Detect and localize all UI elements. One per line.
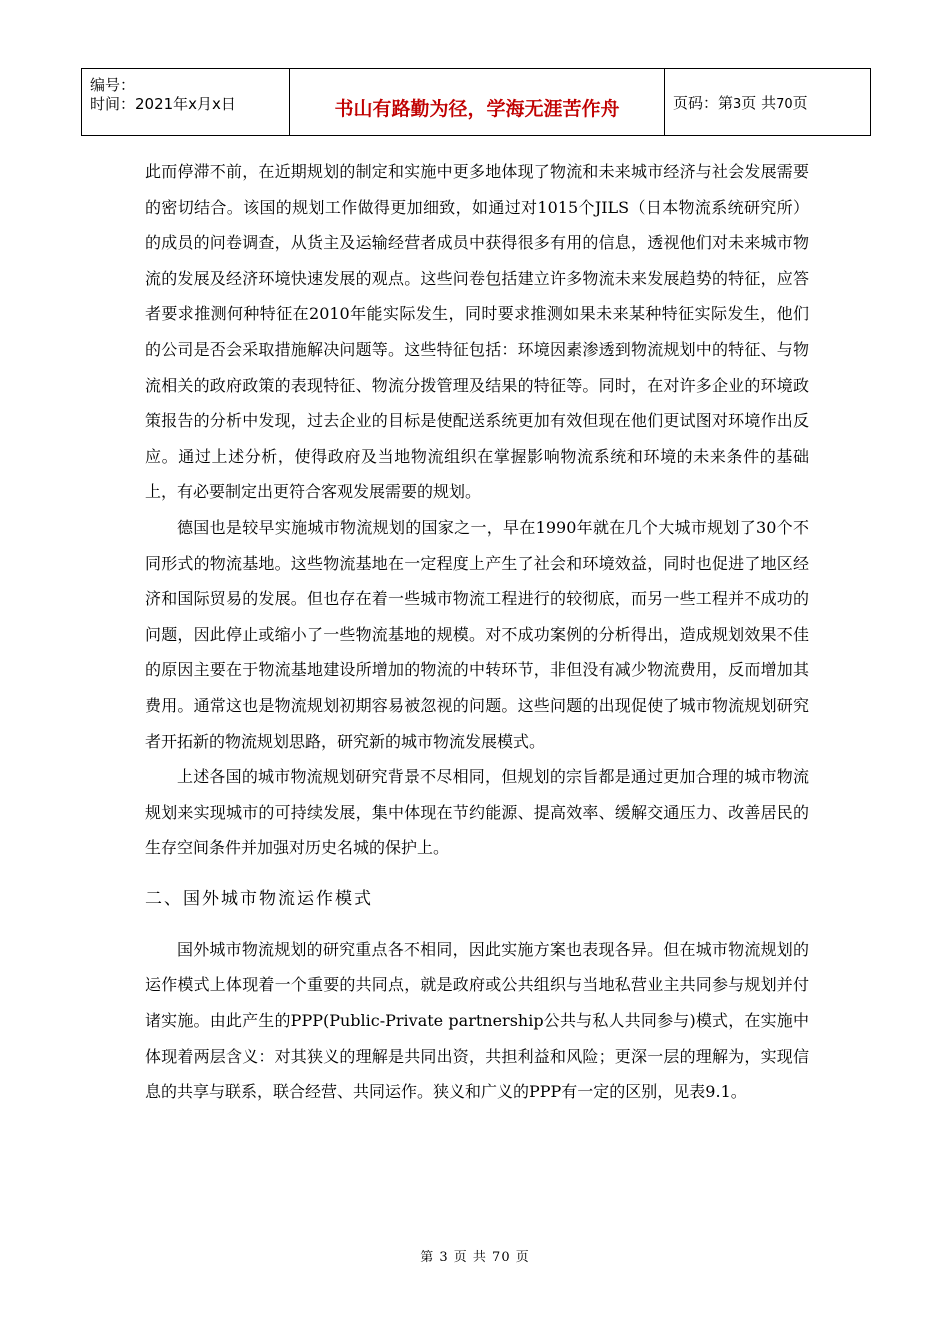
page-mid: 页 共 bbox=[741, 93, 777, 112]
page-total: 70 bbox=[776, 96, 793, 112]
document-body bbox=[145, 154, 809, 1110]
header-motto: 书山有路勤为径，学海无涯苦作舟 bbox=[334, 97, 620, 120]
page-footer: 第 3 页 共 70 页 bbox=[420, 1250, 530, 1265]
section-heading: 二、国外城市物流运作模式 bbox=[145, 888, 373, 909]
paragraph-summary: 上述各国的城市物流规划研究背景不尽相同，但规划的宗旨都是通过更加合理的城市物流规划来实现城市的可持续发展，集中体现在节约能源、提高效率、缓解交通压力、改善居民的生存空间条件并加强对历史名城的保护上。 bbox=[145, 767, 809, 858]
header-motto-cell bbox=[290, 69, 665, 136]
page-prefix: 页码：第 bbox=[673, 93, 734, 112]
paragraph-ppp-model: 国外城市物流规划的研究重点各不相同，因此实施方案也表现各异。但在城市物流规划的运作模式上体现着一个重要的共同点，就是政府或公共组织与当地私营业主共同参与规划并付诸实施。由此产生的PPP(Public-Private partnership公共与私人共同参与)模式，在实施中体现着两层含义：对其狭义的理解是共同出资，共担利益和风险；更深一层的理解为，实现信息的共享与联系，联合经营、共同运作。狭义和广义的PPP有一定的区别，见表9.1。 bbox=[145, 939, 809, 1102]
header-page-cell bbox=[665, 69, 871, 136]
page-current: 3 bbox=[733, 96, 742, 112]
header-table bbox=[81, 68, 871, 136]
header-info-cell bbox=[82, 69, 290, 136]
paragraph-continuation: 此而停滞不前，在近期规划的制定和实施中更多地体现了物流和未来城市经济与社会发展需要的密切结合。该国的规划工作做得更加细致，如通过对1015个JILS（日本物流系统研究所）的成员的问卷调查，从货主及运输经营者成员中获得很多有用的信息，透视他们对未来城市物流的发展及经济环境快速发展的观点。这些问卷包括建立许多物流未来发展趋势的特征，应答者要求推测何种特征在2010年能实际发生，同时要求推测如果未来某种特征实际发生，他们的公司是否会采取措施解决问题等。这些特征包括：环境因素渗透到物流规划中的特征、与物流相关的政府政策的表现特征、物流分拨管理及结果的特征等。同时，在对许多企业的环境政策报告的分析中发现，过去企业的目标是使配送系统更加有效但现在他们更试图对环境作出反应。通过上述分析，使得政府及当地物流组织在掌握影响物流系统和环境的未来条件的基础上，有必要制定出更符合客观发展需要的规划。 bbox=[145, 162, 809, 502]
paragraph-germany: 德国也是较早实施城市物流规划的国家之一，早在1990年就在几个大城市规划了30个不同形式的物流基地。这些物流基地在一定程度上产生了社会和环境效益，同时也促进了地区经济和国际贸易的发展。但也存在着一些城市物流工程进行的较彻底，而另一些工程并不成功的问题，因此停止或缩小了一些物流基地的规模。对不成功案例的分析得出，造成规划效果不佳的原因主要在于物流基地建设所增加的物流的中转环节，非但没有减少物流费用，反而增加其费用。通常这也是物流规划初期容易被忽视的问题。这些问题的出现促使了城市物流规划研究者开拓新的物流规划思路，研究新的城市物流发展模式。 bbox=[145, 517, 809, 751]
document-number-label: 编号： bbox=[90, 76, 136, 94]
document-date-label: 时间：2021年x月x日 bbox=[90, 95, 236, 113]
page-suffix: 页 bbox=[792, 93, 808, 112]
